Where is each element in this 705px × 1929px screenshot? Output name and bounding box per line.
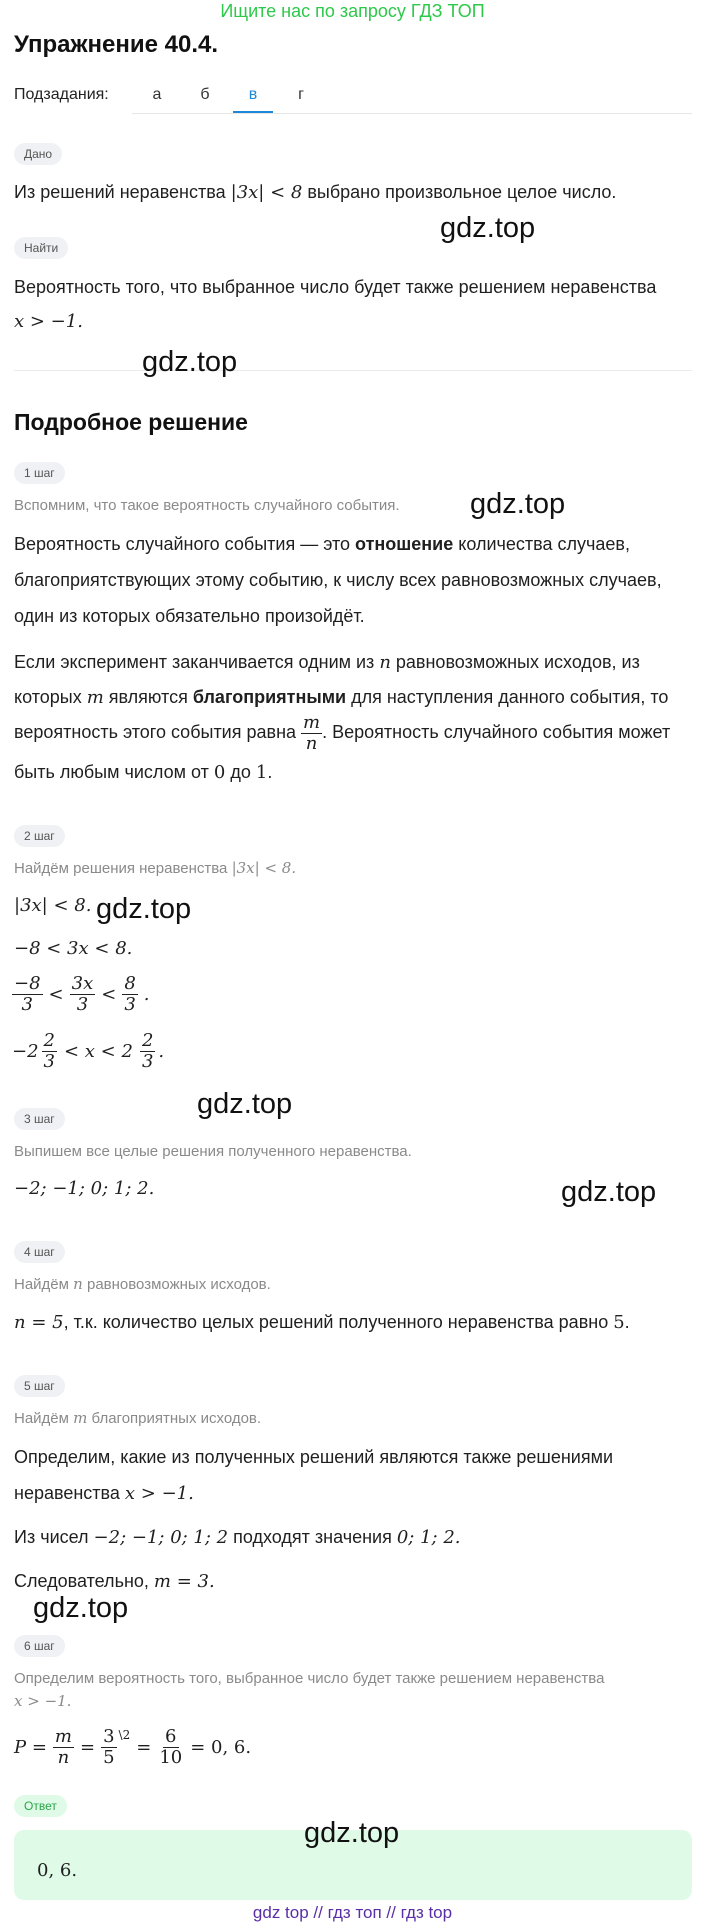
tab-b[interactable]: б <box>200 86 210 103</box>
step5-p1-line1: Определим, какие из полученных решений являются также решениями <box>14 1447 614 1467</box>
tab-g[interactable]: г <box>298 86 304 103</box>
step1-p1-line2: благоприятствующих этому событию, к числу всех равновозможных случаев, <box>14 570 662 590</box>
tab-v[interactable]: в <box>248 86 258 103</box>
watermark: gdz.top <box>33 1592 129 1624</box>
step5-p1-line2: неравенства x > −1. <box>14 1483 194 1504</box>
divider <box>14 370 692 371</box>
answer-value: 0, 6. <box>37 1860 78 1881</box>
step5-hint: Найдём m благоприятных исходов. <box>14 1409 262 1427</box>
step1-hint: Вспомним, что такое вероятность случайного события. <box>14 497 400 514</box>
step2-line3: $\frac{-8}{3}$ < $\frac{3x}{3}$ < $\frac{8}{3}$ . <box>14 973 150 1015</box>
subtasks-label: Подзадания: <box>14 86 109 103</box>
find-pill: Найти <box>14 237 68 259</box>
step2-line2: −8 < 3x < 8. <box>14 938 133 959</box>
step5-pill: 5 шаг <box>14 1375 65 1397</box>
active-tab-indicator <box>233 111 273 113</box>
watermark: gdz.top <box>561 1176 657 1208</box>
tab-a[interactable]: а <box>152 86 162 103</box>
exercise-title: Упражнение 40.4. <box>14 31 219 58</box>
step1-p1-line1: Вероятность случайного события — это отношение количества случаев, <box>14 534 630 554</box>
step2-pill: 2 шаг <box>14 825 65 847</box>
answer-pill: Ответ <box>14 1795 67 1817</box>
footer-links[interactable]: gdz top // гдз топ // гдз top <box>252 1903 453 1922</box>
step2-line1: |3x| < 8. <box>14 895 92 916</box>
watermark: gdz.top <box>197 1088 293 1120</box>
watermark: gdz.top <box>470 488 566 520</box>
find-text-line2: x > −1. <box>14 311 83 332</box>
step6-hint-line2: x > −1. <box>14 1692 72 1710</box>
step6-pill: 6 шаг <box>14 1635 65 1657</box>
given-pill: Дано <box>14 143 62 165</box>
step6-formula: P = $\frac{m}{n}$ = $\frac{3}{5}$ \2 = $\frac{6}{10}$ = 0, 6. <box>14 1726 252 1768</box>
step5-p2: Из чисел −2; −1; 0; 1; 2 подходят значения 0; 1; 2. <box>14 1527 461 1548</box>
solution-title: Подробное решение <box>14 409 248 435</box>
watermark: gdz.top <box>142 346 238 378</box>
step4-pill: 4 шаг <box>14 1241 65 1263</box>
top-banner[interactable]: Ищите нас по запросу ГДЗ ТОП <box>220 1 485 21</box>
step1-p2-line1: Если эксперимент заканчивается одним из n равновозможных исходов, из <box>14 652 640 673</box>
watermark: gdz.top <box>440 212 536 244</box>
step3-hint: Выпишем все целые решения полученного неравенства. <box>14 1143 412 1160</box>
find-text-line1: Вероятность того, что выбранное число будет также решением неравенства <box>14 277 657 297</box>
step1-p2-line3: вероятность этого события равна $\frac{m}{n}$ . Вероятность случайного события может <box>14 711 671 754</box>
watermark: gdz.top <box>304 1817 400 1849</box>
watermark: gdz.top <box>96 893 192 925</box>
step1-pill: 1 шаг <box>14 462 65 484</box>
step3-line: −2; −1; 0; 1; 2. <box>14 1178 155 1199</box>
step2-line4: −2 $\frac{2}{3}$ < x < 2 $\frac{2}{3}$ . <box>12 1030 165 1072</box>
step3-pill: 3 шаг <box>14 1108 65 1130</box>
step2-hint: Найдём решения неравенства |3x| < 8. <box>14 859 297 877</box>
step1-p1-line3: один из которых обязательно произойдёт. <box>14 606 365 626</box>
m-over-n-fraction: $\frac{m}{n}$ <box>303 711 321 754</box>
step5-p3: Следовательно, m = 3. <box>14 1571 215 1592</box>
step1-p2-line2: которых m являются благоприятными для наступления данного события, то <box>14 687 669 708</box>
step6-hint-line1: Определим вероятность того, выбранное число будет также решением неравенства <box>14 1670 605 1687</box>
step4-hint: Найдём n равновозможных исходов. <box>14 1275 271 1293</box>
given-text: Из решений неравенства |3x| < 8 выбрано произвольное целое число. <box>14 182 617 203</box>
step1-p2-line4: быть любым числом от 0 до 1. <box>14 762 273 783</box>
tabs-baseline <box>132 113 692 114</box>
step4-line: n = 5, т.к. количество целых решений полученного неравенства равно 5. <box>14 1312 630 1333</box>
